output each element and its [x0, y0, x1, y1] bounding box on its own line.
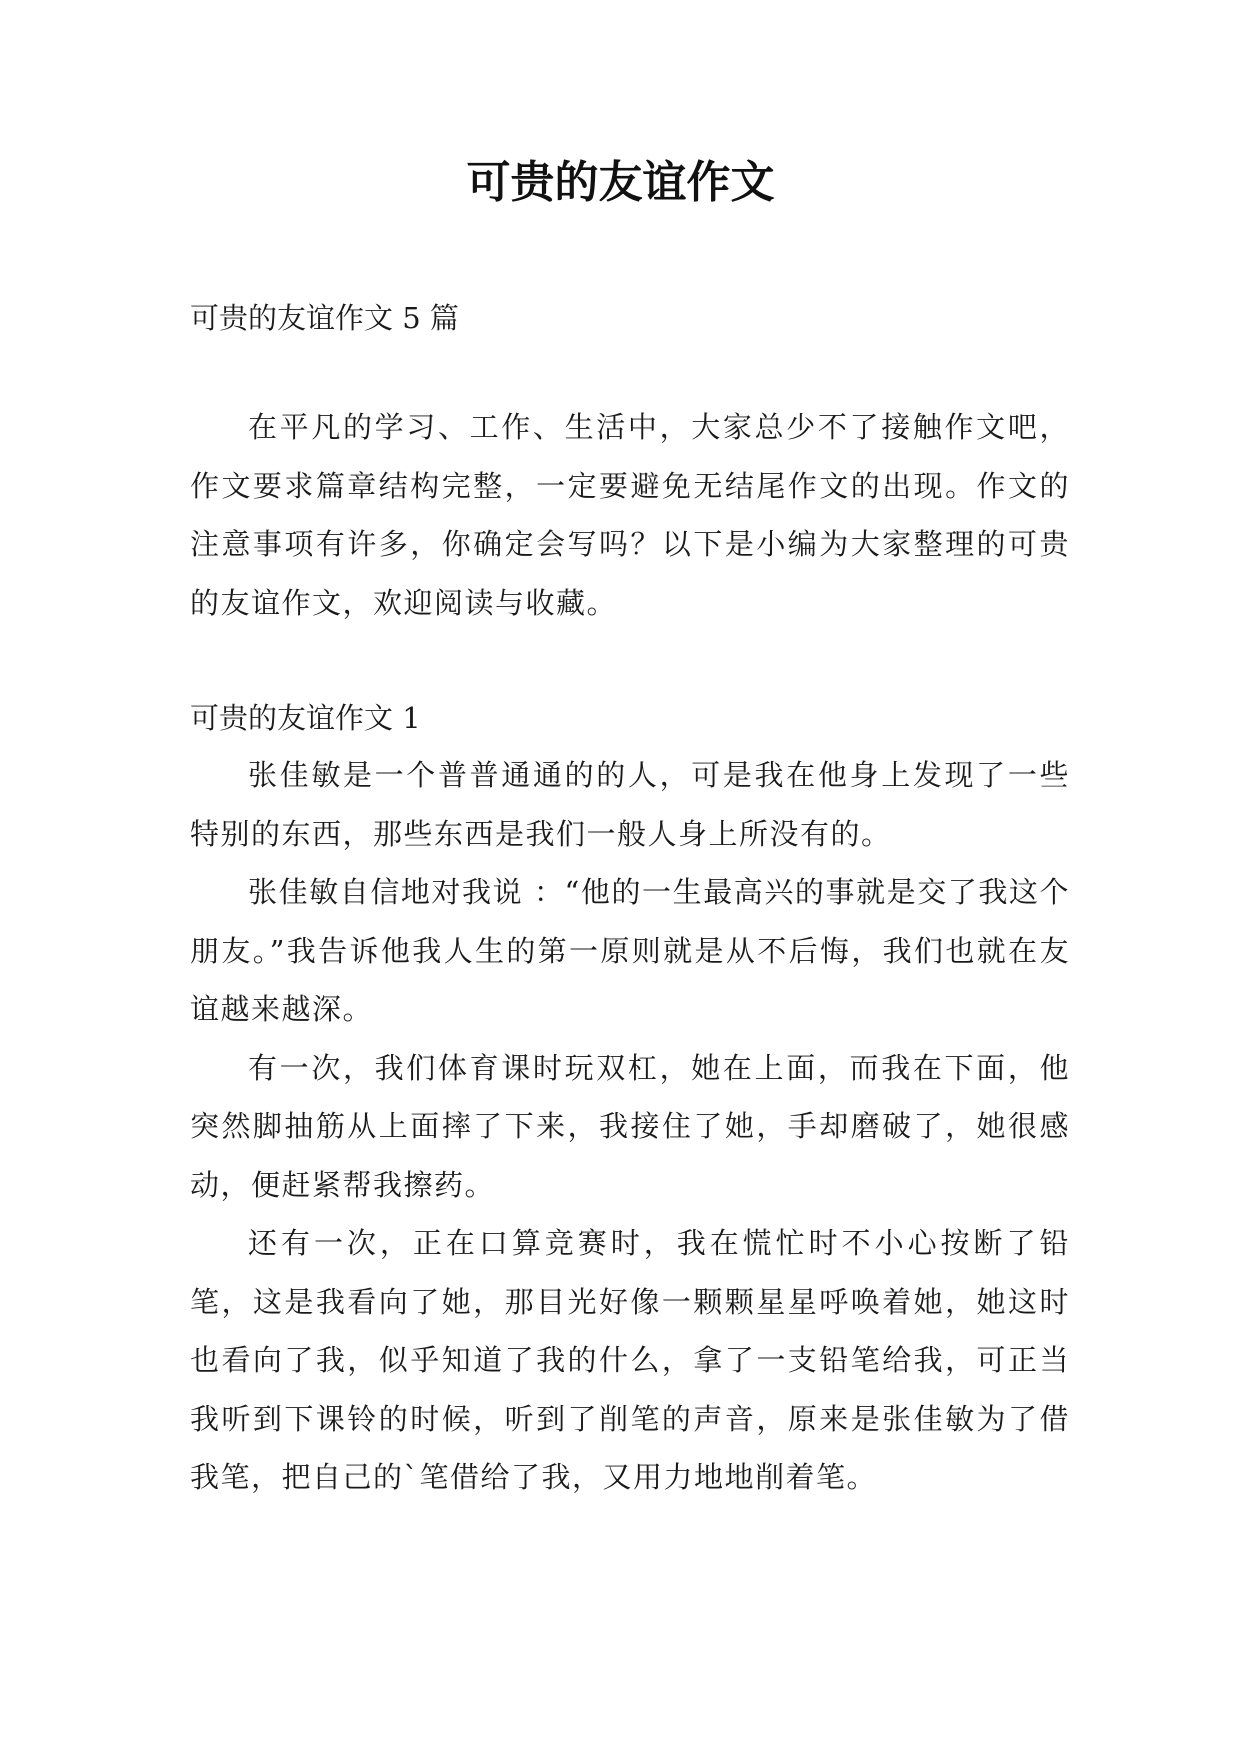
spacer	[190, 346, 1070, 398]
document-subtitle: 可贵的友谊作文 5 篇	[190, 301, 459, 335]
spacer	[190, 632, 1070, 690]
section-heading: 可贵的友谊作文 1	[190, 701, 421, 735]
page-title: 可贵的友谊作文	[466, 157, 775, 208]
body-paragraph: 张佳敏自信地对我说 ：“他的一生最高兴的事就是交了我这个朋友。”我告诉他我人生的第一原则就是从不后悔，我们也就在友谊越来越深。	[190, 875, 1070, 1026]
intro-paragraph: 在平凡的学习、工作、生活中，大家总少不了接触作文吧，作文要求篇章结构完整，一定要避免无结尾作文的出现。作文的注意事项有许多，你确定会写吗？以下是小编为大家整理的可贵的友谊作文，欢迎阅读与收藏。	[190, 410, 1070, 620]
body-paragraph: 还有一次，正在口算竞赛时，我在慌忙时不小心按断了铅笔，这是我看向了她，那目光好像一颗颗星星呼唤着她，她这时也看向了我，似乎知道了我的什么，拿了一支铅笔给我，可正当我听到下课铃的时候，听到了削笔的声音，原来是张佳敏为了借我笔，把自己的`笔借给了我，又用力地地削着笔。	[190, 1226, 1070, 1494]
body-paragraph: 张佳敏是一个普普通通的的人，可是我在他身上发现了一些特别的东西，那些东西是我们一般人身上所没有的。	[190, 758, 1070, 851]
document-body	[190, 290, 1070, 1507]
body-paragraph: 有一次，我们体育课时玩双杠，她在上面，而我在下面，他突然脚抽筋从上面摔了下来，我接住了她，手却磨破了，她很感动，便赶紧帮我擦药。	[190, 1050, 1070, 1202]
